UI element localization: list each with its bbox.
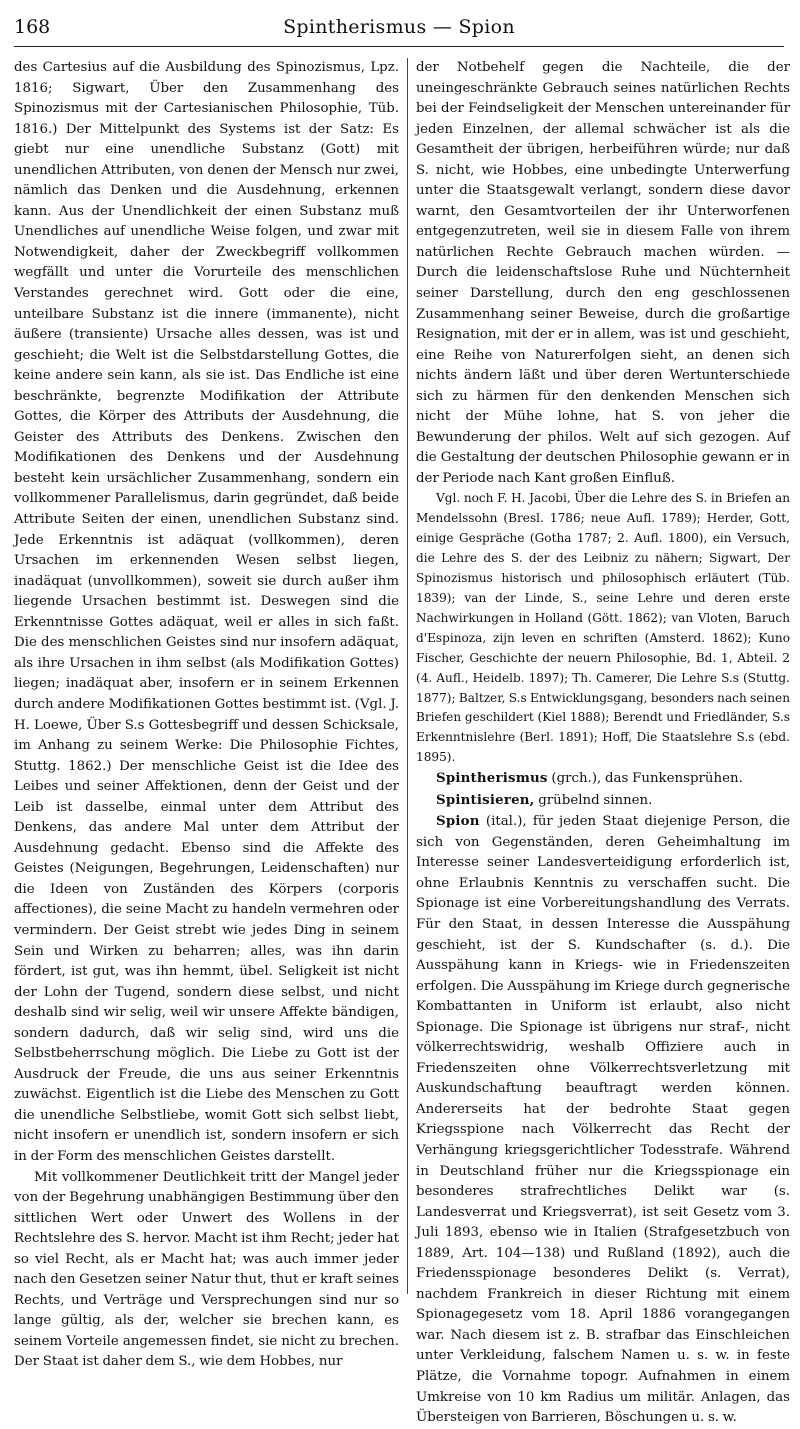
entry-headword: Spintherismus xyxy=(436,770,548,787)
entry-headword: Spintisieren, xyxy=(436,791,535,808)
entry-definition: (grch.), das Funkensprühen. xyxy=(547,771,743,787)
entry-definition: (ital.), für jeden Staat diejenige Person, die sich von Gegenständen, deren Geheimhaltung im Interesse seiner Landesverteidigung erforderlich ist, ohne Erlaubnis Kenntnis zu verschaffen sucht. Die Spionage ist eine Vorbereitungshandlung des Verrats. Für den Staat, in dessen Interesse die Ausspähung geschieht, ist der S. Kundschafter (s. d.). Die Ausspähung kann in Kriegs- wie in Friedenszeiten erfolgen. Die Ausspähung im Kriege durch gegnerische Kombattanten in Uniform ist erlaubt, also nicht Spionage. Die Spionage ist übrigens nur straf-, nicht völkerrechtswidrig, weshalb Offiziere auch in Friedenszeiten ohne Völkerrechtsverletzung mit Auskundschaftung beauftragt werden können. Andererseits hat der bedrohte Staat gegen Kriegsspione nach Völkerrecht das Recht der Verhängung kriegsgerichtlicher Todesstrafe. Während in Deutschland früher nur die Kriegsspionage ein besonderes strafrechtliches Delikt war (s. Landesverrat und Kriegsverrat), ist seit Gesetz vom 3. Juli 1893, ebenso wie in Italien (Strafgesetzbuch von 1889, Art. 104—138) und Rußland (1892), auch die Friedensspionage besonderes Delikt (s. Verrat), nachdem Frankreich in dieser Richtung mit einem Spionagegesetz vom 18. April 1886 vorangegangen war. Nach diesem ist z. B. strafbar das Einschleichen unter Verkleidung, falschem Namen u. s. w. in feste Plätze, die Vornahme topogr. Aufnahmen in einem Umkreise von 10 km Radius um militär. Anlagen, das Übersteigen von Barrieren, Böschungen u. s. w. xyxy=(416,814,790,1426)
page-header xyxy=(14,8,784,47)
entry-headword: Spion xyxy=(436,813,480,830)
spinoza-doctrine-paragraph: des Cartesius auf die Ausbildung des Spinozismus, Lpz. 1816; Sigwart, Über den Zusammenhang des Spinozismus mit der Cartesianischen Philosophie, Tüb. 1816.) Der Mittelpunkt des Systems ist der Satz: Es giebt nur eine unendliche Substanz (Gott) mit unendlichen Attributen, von denen der Mensch nur zwei, nämlich das Denken und die Ausdehnung, erkennen kann. Aus der Unendlichkeit der einen Substanz muß Unendliches auf unendliche Weise folgen, und zwar mit Notwendigkeit, daher der Zweckbegriff vollkommen wegfällt und unter die Vorurteile des menschlichen Verstandes gerechnet wird. Gott oder die eine, unteilbare Substanz ist die innere (immanente), nicht äußere (transiente) Ursache alles dessen, was ist und geschieht; die Welt ist die Selbstdarstellung Gottes, die keine andere sein kann, als sie ist. Das Endliche ist eine beschränkte, begrenzte Modifikation der Attribute Gottes, die Körper des Attributs der Ausdehnung, die Geister des Attributs des Denkens. Zwischen den Modifikationen des Denkens und der Ausdehnung besteht kein ursächlicher Zusammenhang, sondern ein vollkommener Parallelismus, darin gegründet, daß beide Attribute Seiten der einen, unendlichen Substanz sind. Jede Erkenntnis ist adäquat (vollkommen), deren Ursachen im erkennenden Wesen selbst liegen, inadäquat (unvollkommen), soweit sie durch außer ihm liegende Ursachen bestimmt ist. Deswegen sind die Erkenntnisse Gottes adäquat, weil er alles in sich faßt. Die des menschlichen Geistes sind nur insofern adäquat, als ihre Ursachen in ihm selbst (als Modifikation Gottes) liegen; inadäquat aber, insofern er in seinem Erkennen durch andere Modifikationen Gottes bestimmt ist. (Vgl. J. H. Loewe, Über S.s Gottesbegriff und dessen Schicksale, im Anhang zu seinem Werke: Die Philosophie Fichtes, Stuttg. 1862.) Der menschliche Geist ist die Idee des Leibes und seiner Affektionen, denn der Geist und der Leib ist dasselbe, einmal unter dem Attribut des Denkens, das andere Mal unter dem Attribut der Ausdehnung gedacht. Ebenso sind die Affekte des Geistes (Neigungen, Begehrungen, Leidenschaften) nur die Ideen von Zuständen des Körpers (corporis affectiones), die seine Macht zu handeln vermehren oder vermindern. Der Geist strebt wie jedes Ding in seinem Sein und Wirken zu beharren; alles, was ihn darin fördert, ist gut, was ihn hemmt, übel. Seligkeit ist nicht der Lohn der Tugend, sondern diese selbst, und nicht deshalb sind wir selig, weil wir unsere Affekte bändigen, sondern dadurch, daß wir selig sind, wird uns die Selbstbeherrschung möglich. Die Liebe zu Gott ist der Ausdruck der Freude, die uns aus seiner Erkenntnis zuwächst. Eigentlich ist die Liebe des Menschen zu Gott die unendliche Selbstliebe, womit Gott sich selbst liebt, nicht insofern er unendlich ist, sondern insofern er sich in der Form des menschlichen Geistes darstellt. xyxy=(14,60,399,1164)
entry-definition: grübelnd sinnen. xyxy=(534,792,653,808)
state-theory-paragraph: der Notbehelf gegen die Nachteile, die der uneingeschränkte Gebrauch seines natürlichen Rechts bei der Feindseligkeit der Menschen untereinander für jeden Einzelnen, der allemal schwächer ist als die Gesamtheit der übrigen, herbeiführen würde; nur daß S. nicht, wie Hobbes, eine unbedingte Unterwerfung unter die Staatsgewalt verlangt, sondern diese davor warnt, den Gesamtvorteilen der ihr Unterworfenen entgegenzutreten, weil sie in diesem Falle von ihrem natürlichen Rechte Gebrauch machen würden. — Durch die leidenschaftslose Ruhe und Nüchternheit seiner Darstellung, durch den eng geschlossenen Zusammenhang seiner Beweise, durch die großartige Resignation, mit der er in allem, was ist und geschieht, eine Reihe von Naturerfolgen sieht, an denen sich nichts ändern läßt und über deren Wertunterschiede sich zu härmen für den denkenden Menschen sich nicht der Mühe lohne, hat S. von jeher die Bewunderung der philos. Welt auf sich gezogen. Auf die Gestaltung der deutschen Philosophie gewann er in der Periode nach Kant großen Einfluß. xyxy=(416,60,790,486)
entry-spintisieren xyxy=(416,790,790,812)
page-number: 168 xyxy=(14,16,51,38)
bibliography-paragraph: Vgl. noch F. H. Jacobi, Über die Lehre des S. in Briefen an Mendelssohn (Bresl. 1786; neue Aufl. 1789); Herder, Gott, einige Gespräche (Gotha 1787; 2. Aufl. 1800), ein Versuch, die Lehre des S. der des Leibniz zu nähern; Sigwart, Der Spinozismus historisch und philosophisch erläutert (Tüb. 1839); van der Linde, S., seine Lehre und deren erste Nachwirkungen in Holland (Gött. 1862); van Vloten, Baruch d'Espinoza, zijn leven en schriften (Amsterd. 1862); Kuno Fischer, Geschichte der neuern Philosophie, Bd. 1, Abteil. 2 (4. Aufl., Heidelb. 1897); Th. Camerer, Die Lehre S.s (Stuttg. 1877); Baltzer, S.s Entwicklungsgang, besonders nach seinen Briefen geschildert (Kiel 1888); Berendt und Friedländer, S.s Erkenntnislehre (Berl. 1891); Hoff, Die Staatslehre S.s (ebd. 1895). xyxy=(416,491,790,765)
running-head: Spintherismus — Spion xyxy=(283,16,515,38)
entry-spion xyxy=(416,811,790,1428)
left-column xyxy=(14,58,399,1373)
right-column xyxy=(416,58,790,1429)
legal-theory-paragraph: Mit vollkommener Deutlichkeit tritt der Mangel jeder von der Begehrung unabhängigen Bestimmung über den sittlichen Wert oder Unwert des Wollens in der Rechtslehre des S. hervor. Macht ist ihm Recht; jeder hat so viel Recht, als er Macht hat; was auch immer jeder nach den Gesetzen seiner Natur thut, thut er kraft seines Rechts, und Verträge und Versprechungen sind nur so lange gültig, als der, welcher sie brechen kann, es seinem Vorteile angemessen findet, sie nicht zu brechen. Der Staat ist daher dem S., wie dem Hobbes, nur xyxy=(14,1169,399,1370)
entry-spintherismus xyxy=(416,768,790,790)
column-divider xyxy=(407,58,408,1294)
